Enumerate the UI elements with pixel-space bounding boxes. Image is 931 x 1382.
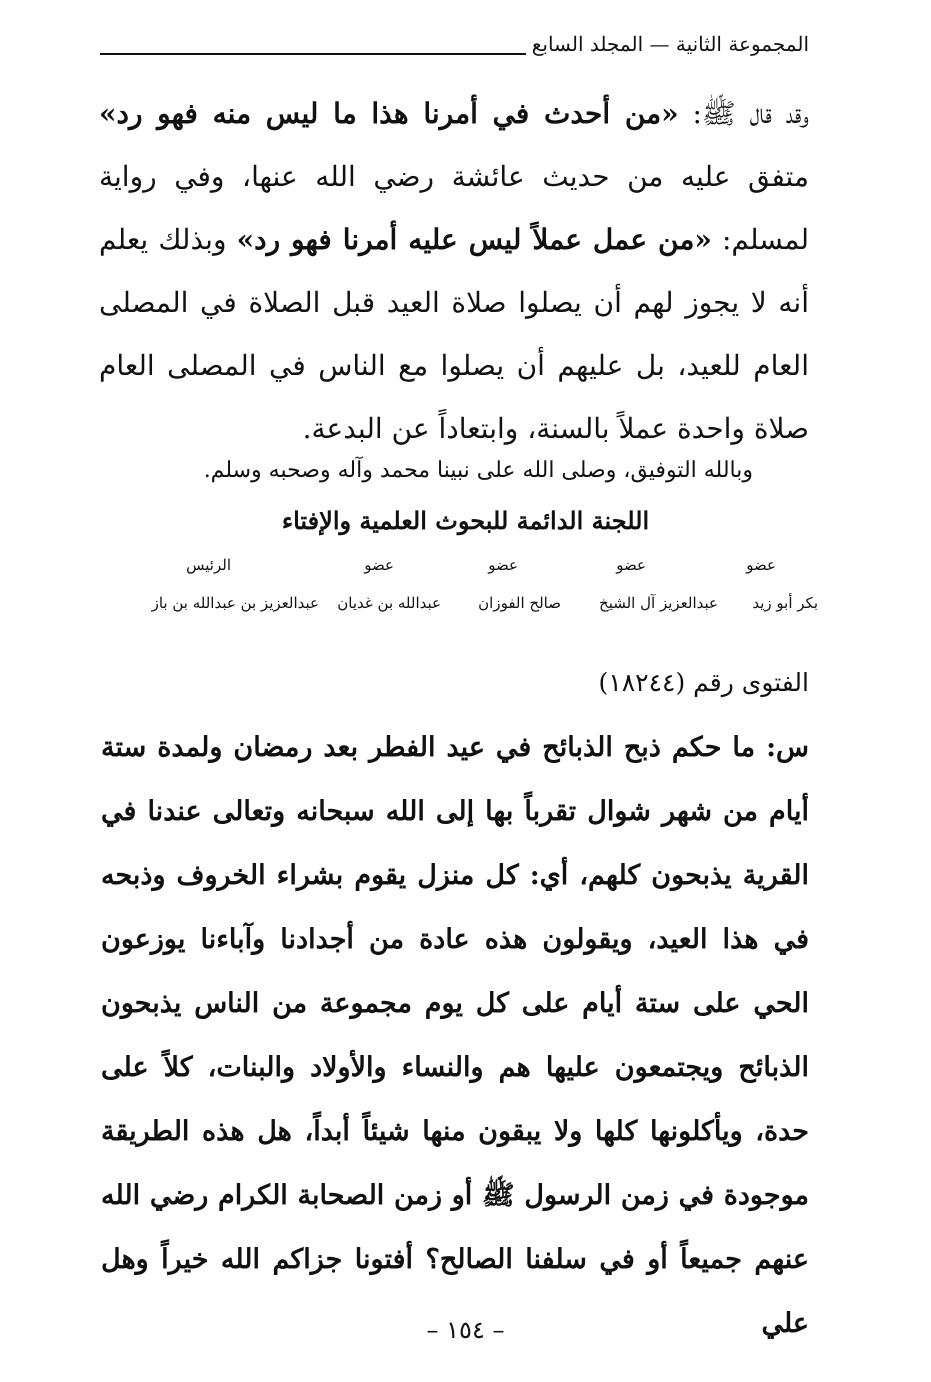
signatory-name: بكر أبو زيد [752, 594, 818, 612]
hadith-quote-2: «من عمل عملاً ليس عليه أمرنا فهو رد» [236, 223, 712, 256]
signatory-name: عبدالله بن غديان [337, 594, 441, 612]
fatwa-number: الفتوى رقم (١٨٢٤٤) [598, 668, 809, 697]
running-header [100, 30, 809, 64]
signatory-name: عبدالعزيز بن عبدالله بن باز [151, 594, 319, 612]
hadith-quote-1: «من أحدث في أمرنا هذا ما ليس منه فهو رد» [99, 97, 679, 130]
running-title: المجموعة الثانية — المجلد السابع [526, 32, 809, 56]
signatory-role: الرئيس [186, 556, 231, 574]
fatwa-answer-paragraph [99, 82, 809, 460]
signatory-role: عضو [488, 556, 518, 574]
signatory-role: عضو [746, 556, 776, 574]
committee-name: اللجنة الدائمة للبحوث العلمية والإفتاء [281, 506, 650, 535]
signatory-role: عضو [616, 556, 646, 574]
fatwa-question: س: ما حكم ذبح الذبائح في عيد الفطر بعد رمضان ولمدة ستة أيام من شهر شوال تقرباً بها إلى الله سبحانه وتعالى عندنا في القرية يذبحون كلهم، أي: كل منزل يقوم بشراء الخروف وذبحه في هذا العيد، ويقولون هذه عادة من أجدادنا وآباءنا يوزعون الحي على ستة أيام على كل يوم مجموعة من الناس يذبحون الذبائح ويجتمعون عليها هم والنساء والأولاد والبنات، كلاً على حدة، ويأكلونها كلها ولا يبقون منها شيئاً أبداً، هل هذه الطريقة موجودة في زمن الرسول ﷺ أو زمن الصحابة الكرام رضي الله عنهم جميعاً أو في سلفنا الصالح؟ أفتونا جزاكم الله خيراً وهل علي [101, 732, 809, 1339]
paragraph-middle: متفق عليه من حديث عائشة رضي الله عنها، وفي رواية لمسلم: [99, 160, 809, 256]
page-number: – ١٥٤ – [426, 1316, 505, 1344]
signatory-name: عبدالعزيز آل الشيخ [599, 594, 718, 612]
signatory-name: صالح الفوزان [478, 594, 561, 612]
paragraph-lead: وقد قال ﷺ: [678, 97, 809, 130]
paragraph-rest: وبذلك يعلم أنه لا يجوز لهم أن يصلوا صلاة العيد قبل الصلاة في المصلى العام للعيد، بل عليهم أن يصلوا مع الناس في المصلى العام صلاة واحدة عملاً بالسنة، وابتعاداً عن البدعة. [99, 223, 809, 445]
signatory-role: عضو [364, 556, 394, 574]
closing-formula: وبالله التوفيق، وصلى الله على نبينا محمد وآله وصحبه وسلم. [203, 458, 753, 483]
